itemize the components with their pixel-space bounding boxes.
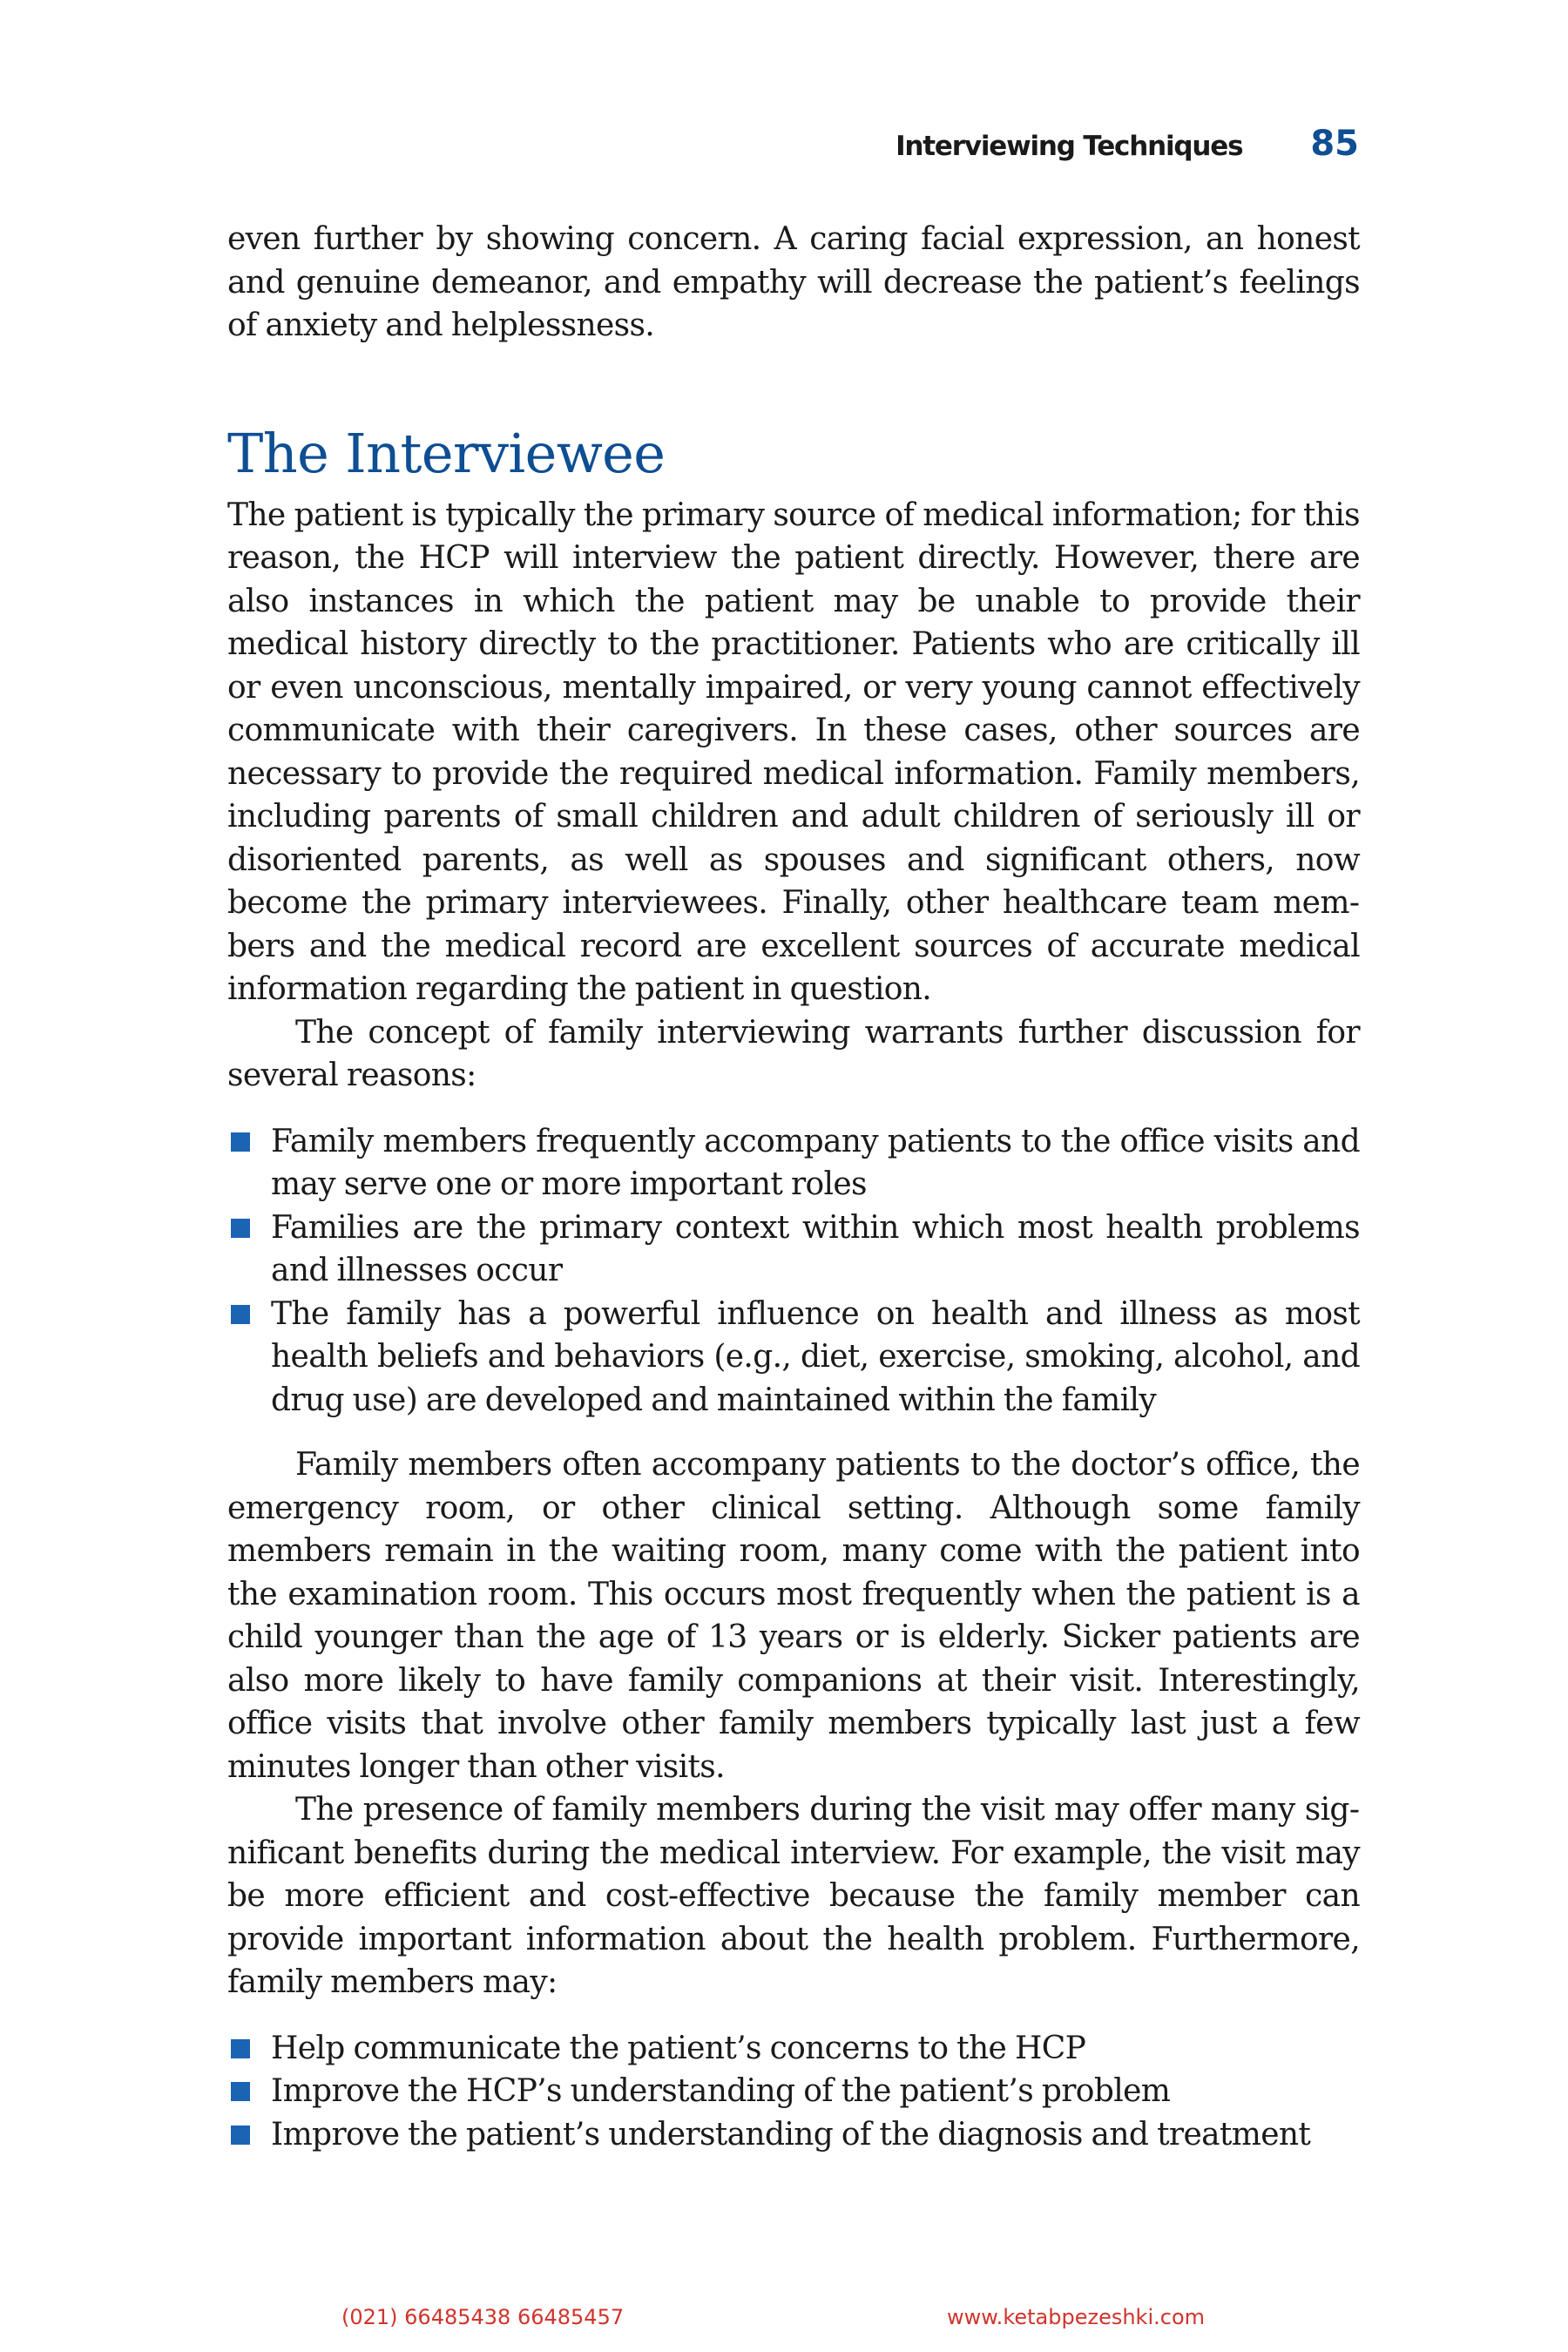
list-item (227, 2027, 1360, 2071)
paragraph-family-accompany: Family members often accompany patients to the doctor’s office, the emergency room, or other clinical setting. Although some family members remain in the waiting room, many come with the patient into the examination room. This occurs most frequently when the patient is a child younger than the age of 13 years or is elderly. Sicker patients are also more likely to have family companions at their visit. Interestingly, office visits that involve other family members typically last just a few minutes longer than other visits. (227, 1447, 1360, 1785)
square-bullet-icon (231, 2126, 250, 2145)
list-item (227, 1293, 1360, 1423)
footer-website-link[interactable]: www.ketabpezeshki.com (947, 2305, 1206, 2329)
list-item (227, 2070, 1360, 2113)
paragraph-continuation: even further by showing concern. A caring facial expression, an honest and genuine demeanor, and empathy will decrease the patient’s feelings of anxiety and helplessness. (227, 221, 1360, 343)
bullet-list-family-roles (227, 2027, 1360, 2157)
list-item-text: The family has a powerful influence on health and illness as most health beliefs and behaviors (e.g., diet, exercise, smoking, alcohol, and drug use) are developed and maintained within the family (271, 1295, 1360, 1418)
paragraph-interviewee-intro: The patient is typically the primary source of medical information; for this reason, the HCP will interview the patient directly. However, there are also instances in which the patient may be unable to provide their medical history directly to the practitioner. Patients who are critically ill or even unconscious, mentally impaired, or very young cannot effectively communicate with their caregivers. In these cases, other sources are necessary to provide the required medical information. Family members, including parents of small children and adult children of seriously ill or disoriented parents, as well as spouses and significant others, now become the primary interviewees. Finally, other healthcare team members and the medical record are excellent sources of accurate medical information regarding the patient in question. (227, 497, 1360, 1007)
paragraph-family-benefits: The presence of family members during the visit may offer many significant benefits during the medical interview. For example, the visit may be more efficient and cost-effective because the family member can provide important information about the health problem. Furthermore, family members may: (227, 1792, 1360, 2000)
footer-phone: (021) 66485438 66485457 (341, 2305, 625, 2329)
list-item-text: Help communicate the patient’s concerns to the HCP (271, 2030, 1086, 2066)
list-item-text: Improve the HCP’s understanding of the patient’s problem (271, 2073, 1171, 2109)
bullet-list-reasons (227, 1120, 1360, 1423)
square-bullet-icon (231, 1132, 250, 1152)
list-item (227, 2113, 1360, 2157)
section-heading: The Interviewee (227, 421, 666, 485)
running-head (871, 124, 1359, 164)
square-bullet-icon (231, 2082, 250, 2101)
list-item (227, 1120, 1360, 1206)
list-item-text: Families are the primary context within which most health problems and illnesses occur (271, 1209, 1360, 1288)
list-item-text: Improve the patient’s understanding of the diagnosis and treatment (271, 2116, 1311, 2153)
list-item-text: Family members frequently accompany patients to the office visits and may serve one or more important roles (271, 1123, 1360, 1202)
square-bullet-icon (231, 1305, 250, 1324)
page-number: 85 (1310, 124, 1359, 164)
paragraph-family-interviewing: The concept of family interviewing warrants further discussion for several reasons: (227, 1014, 1360, 1093)
list-item (227, 1206, 1360, 1293)
running-head-title: Interviewing Techniques (896, 131, 1243, 162)
square-bullet-icon (231, 1219, 250, 1238)
square-bullet-icon (231, 2039, 250, 2058)
page-body (227, 218, 1360, 2178)
